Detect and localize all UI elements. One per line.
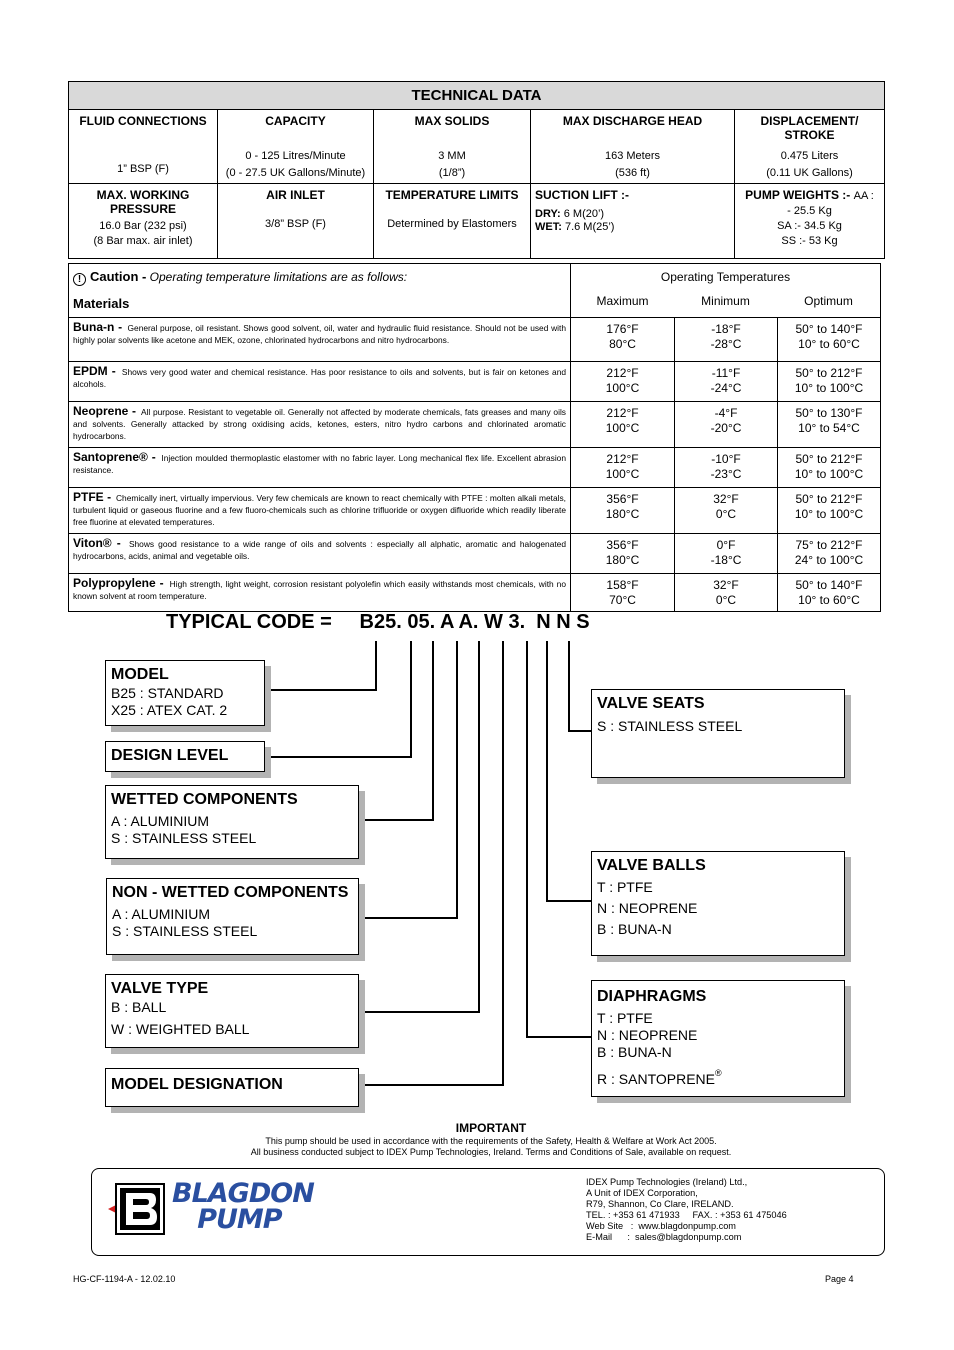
min-temperature: -11°F -24°C [675, 362, 778, 402]
optimum-temperature: 50° to 140°F 10° to 60°C [778, 318, 881, 362]
max-temperature: 356°F 180°C [571, 488, 675, 534]
materials-table [68, 263, 881, 612]
material-name: Santoprene® - [73, 450, 156, 464]
material-description: Neoprene - All purpose. Resistant to vegetable oil. Generally not affected by moderate chemicals, fats greases and many oils and solvents. Generally attacked by strong oxidising acids, ketones, esters, nitro hydro carbons and chlorinated aromatic hydrocarbons. [69, 402, 571, 448]
material-row [69, 318, 881, 362]
min-temperature: 0°F -18°C [675, 534, 778, 574]
material-row [69, 448, 881, 488]
connector-line [358, 1011, 480, 1013]
technical-data-table [68, 81, 885, 259]
connector-line [264, 689, 377, 691]
wetted-components-box: WETTED COMPONENTS A : ALUMINIUM S : STAINLESS STEEL [105, 785, 359, 859]
material-description: PTFE - Chemically inert, virtually impervious. Very few chemicals are known to react chemically with PTFE : molten alkali metals, turbulent liquid or gaseous fluorine and a few fluoro-chemicals such as chlorine trifluoride or oxygen difluoride which readily liberate free fluorine at elevated temperatures. [69, 488, 571, 534]
suction-lift-cell: SUCTION LIFT :- DRY: 6 M(20’) WET: 7.6 M(25’) [531, 184, 735, 259]
connector-line [410, 641, 412, 758]
optimum-temperature: 75° to 212°F 24° to 100°C [778, 534, 881, 574]
materials-heading: Materials [73, 296, 130, 311]
material-row [69, 362, 881, 402]
material-description: Santoprene® - Injection moulded thermoplastic elastomer with no fabric layer. Long mechanical flex life. Excellent abrasion resistance. [69, 448, 571, 488]
material-name: EPDM - [73, 364, 116, 378]
displacement-stroke-cell: DISPLACEMENT/ STROKE 0.475 Liters (0.11 UK Gallons) [735, 110, 885, 184]
max-discharge-head-cell: MAX DISCHARGE HEAD 163 Meters (536 ft) [531, 110, 735, 184]
material-name: Polypropylene - [73, 576, 164, 590]
connector-line [432, 641, 434, 821]
optimum-temperature: 50° to 140°F 10° to 60°C [778, 574, 881, 612]
temperature-limits-cell: TEMPERATURE LIMITS Determined by Elastomers [374, 184, 531, 259]
technical-data-title: TECHNICAL DATA [69, 82, 885, 110]
material-name: PTFE - [73, 490, 112, 504]
optimum-temperature: 50° to 130°F 10° to 54°C [778, 402, 881, 448]
design-level-box: DESIGN LEVEL [105, 741, 265, 772]
material-row [69, 574, 881, 612]
connector-line [546, 641, 548, 902]
document-reference: HG-CF-1194-A - 12.02.10 [73, 1274, 176, 1284]
connector-line [358, 1084, 504, 1086]
connector-line [358, 917, 458, 919]
material-description: EPDM - Shows very good water and chemical resistance. Has poor resistance to oils and solvents, but is fair on ketones and alcohols. [69, 362, 571, 402]
min-temperature: 32°F 0°C [675, 488, 778, 534]
col-optimum: Optimum [804, 294, 853, 308]
connector-line [375, 641, 377, 691]
min-temperature: -4°F -20°C [675, 402, 778, 448]
diaphragms-box: DIAPHRAGMS T : PTFE N : NEOPRENE B : BUNA-N R : SANTOPRENE® [591, 980, 845, 1097]
material-row [69, 488, 881, 534]
connector-line [568, 730, 592, 732]
min-temperature: 32°F 0°C [675, 574, 778, 612]
caution-cell: ! Caution - Operating temperature limitations are as follows: Materials [69, 264, 571, 318]
material-description: Viton® - Shows good resistance to a wide range of oils and solvents : especially all alphatic, aromatic and halogenated hydrocarbons, acids, animal and vegetable oils. [69, 534, 571, 574]
optimum-temperature: 50° to 212°F 10° to 100°C [778, 362, 881, 402]
col-maximum: Maximum [596, 294, 649, 308]
operating-temperatures-header: Operating Temperatures Maximum Minimum Optimum [571, 264, 881, 318]
connector-line [264, 756, 412, 758]
model-designation-box: MODEL DESIGNATION [105, 1068, 359, 1107]
valve-balls-box: VALVE BALLS T : PTFE N : NEOPRENE B : BUNA-N [591, 851, 845, 956]
fluid-connections-cell: FLUID CONNECTIONS 1” BSP (F) [69, 110, 218, 184]
col-minimum: Minimum [701, 294, 750, 308]
connector-line [526, 641, 528, 1038]
capacity-cell: CAPACITY 0 - 125 Litres/Minute (0 - 27.5 UK Gallons/Minute) [218, 110, 374, 184]
optimum-temperature: 50° to 212°F 10° to 100°C [778, 488, 881, 534]
material-name: Viton® - [73, 536, 121, 550]
material-row [69, 534, 881, 574]
important-note-2: All business conducted subject to IDEX Pump Technologies, Ireland. Terms and Conditions of Sale, available on request. [250, 1147, 732, 1157]
connector-line [502, 641, 504, 1086]
air-inlet-cell: AIR INLET 3/8” BSP (F) [218, 184, 374, 259]
blagdon-b-icon [106, 1181, 166, 1237]
material-row [69, 402, 881, 448]
caution-icon: ! [73, 273, 86, 286]
connector-line [568, 641, 570, 732]
typical-code: TYPICAL CODE = B25. 05. A A. W 3. N N S [166, 611, 590, 633]
max-temperature: 176°F 80°C [571, 318, 675, 362]
optimum-temperature: 50° to 212°F 10° to 100°C [778, 448, 881, 488]
company-contact: IDEX Pump Technologies (Ireland) Ltd., A Unit of IDEX Corporation, R79, Shannon, Co Clare, IRELAND. TEL. : +353 61 471933 FAX. : +353 61 475046 Web Site : www.blagdonpump.com E-Mail : sales@blagdonpump.com [586, 1177, 787, 1242]
max-temperature: 212°F 100°C [571, 362, 675, 402]
max-temperature: 212°F 100°C [571, 448, 675, 488]
connector-line [546, 900, 592, 902]
max-solids-cell: MAX SOLIDS 3 MM (1/8”) [374, 110, 531, 184]
non-wetted-components-box: NON - WETTED COMPONENTS A : ALUMINIUM S : STAINLESS STEEL [106, 878, 359, 955]
connector-line [358, 819, 434, 821]
max-temperature: 356°F 180°C [571, 534, 675, 574]
material-name: Buna-n - [73, 320, 123, 334]
important-heading: IMPORTANT [455, 1121, 527, 1135]
connector-line [456, 641, 458, 919]
connector-line [526, 1036, 592, 1038]
valve-seats-box: VALVE SEATS S : STAINLESS STEEL [591, 689, 845, 778]
max-temperature: 212°F 100°C [571, 402, 675, 448]
min-temperature: -18°F -28°C [675, 318, 778, 362]
max-temperature: 158°F 70°C [571, 574, 675, 612]
min-temperature: -10°F -23°C [675, 448, 778, 488]
max-working-pressure-cell: MAX. WORKING PRESSURE 16.0 Bar (232 psi) (8 Bar max. air inlet) [69, 184, 218, 259]
page-number: Page 4 [825, 1274, 854, 1284]
blagdon-logo [106, 1178, 336, 1237]
model-box: MODEL B25 : STANDARD X25 : ATEX CAT. 2 [105, 660, 265, 726]
company-footer [91, 1168, 885, 1256]
important-note-1: This pump should be used in accordance with the requirements of the Safety, Health & Welfare at Work Act 2005. [265, 1136, 717, 1146]
material-description: Buna-n - General purpose, oil resistant. Shows good solvent, oil, water and hydraulic fluid resistance. Should not be used with highly polar solvents like acetone and MEK, ozone, chlorinated hydrocarbons and nitro hydrocarbons. [69, 318, 571, 362]
valve-type-box: VALVE TYPE B : BALL W : WEIGHTED BALL [105, 974, 359, 1048]
logo-text: BLAGDON PUMP [172, 1178, 314, 1235]
pump-weights-cell: PUMP WEIGHTS :- AA : - 25.5 Kg SA :- 34.5 Kg SS :- 53 Kg [735, 184, 885, 259]
connector-line [478, 641, 480, 1013]
material-description: Polypropylene - High strength, light weight, corrosion resistant polyolefin which easily withstands most chemicals, with no known solvent at room temperature. [69, 574, 571, 612]
material-name: Neoprene - [73, 404, 137, 418]
